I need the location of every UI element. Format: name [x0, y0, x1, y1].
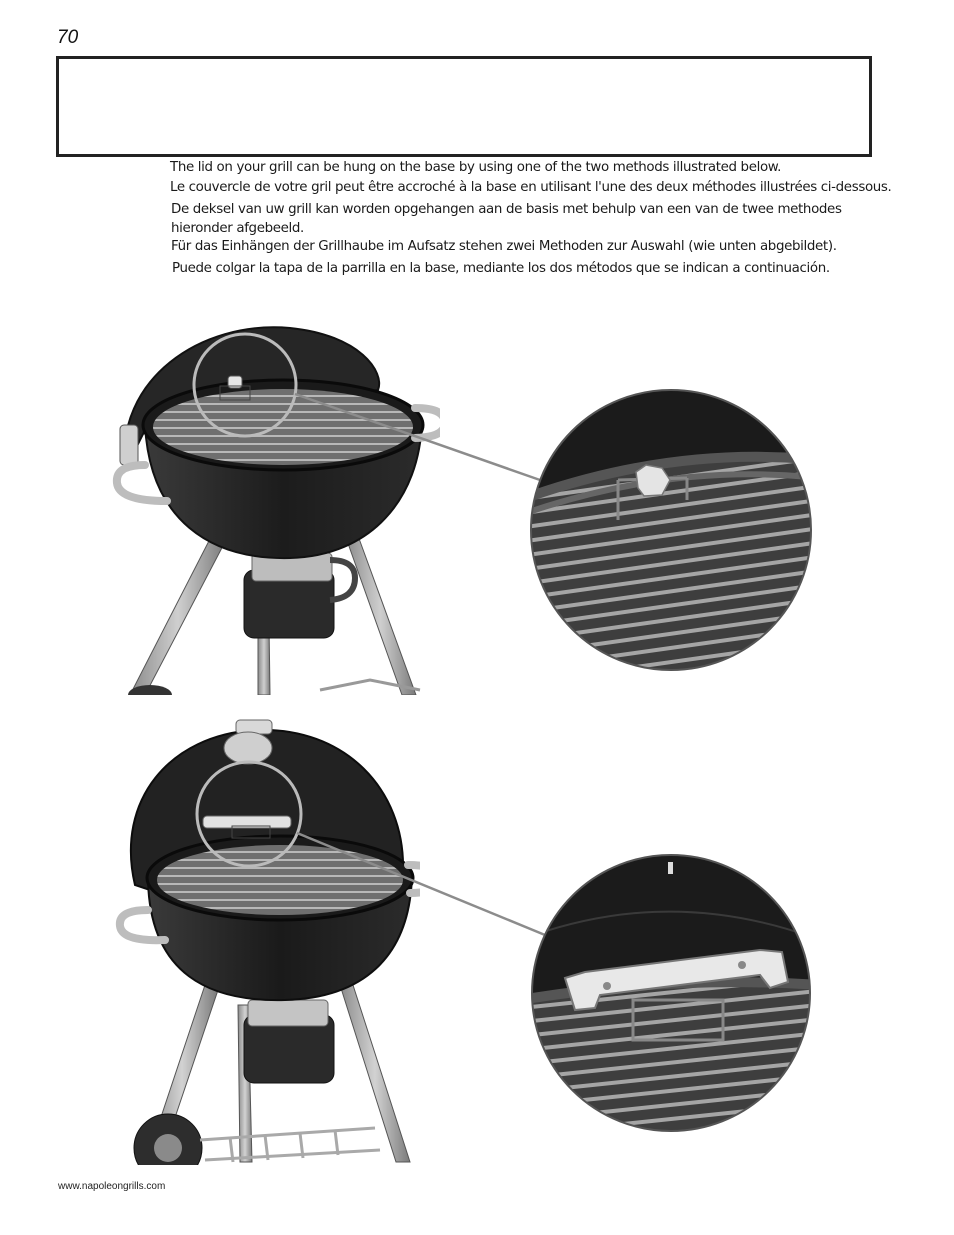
method-one-illustration [0, 300, 954, 700]
footer-website: www.napoleongrills.com [58, 1181, 166, 1192]
instruction-dutch-line1: De deksel van uw grill kan worden opgehangen aan de basis met behulp van een van de twee methodes [171, 202, 842, 217]
instruction-english: The lid on your grill can be hung on the base by using one of the two methods illustrated below. [170, 160, 782, 175]
instruction-german: Für das Einhängen der Grillhaube im Aufsatz stehen zwei Methoden zur Auswahl (wie unten abgebildet). [171, 239, 837, 254]
title-box [56, 56, 872, 157]
method-two-illustration [0, 710, 954, 1170]
instruction-french: Le couvercle de votre gril peut être accroché à la base en utilisant l'une des deux méthodes illustrées ci-dessous. [170, 180, 892, 195]
zoom-detail-one [520, 390, 820, 690]
zoom-detail-two [520, 855, 820, 1140]
grill-drawing-one [117, 327, 445, 700]
page-number: 70 [57, 27, 79, 48]
instruction-dutch-line2: hieronder afgebeeld. [171, 221, 304, 236]
grill-drawing-two [120, 720, 440, 1170]
instruction-spanish: Puede colgar la tapa de la parrilla en la base, mediante los dos métodos que se indican a continuación. [172, 261, 830, 276]
